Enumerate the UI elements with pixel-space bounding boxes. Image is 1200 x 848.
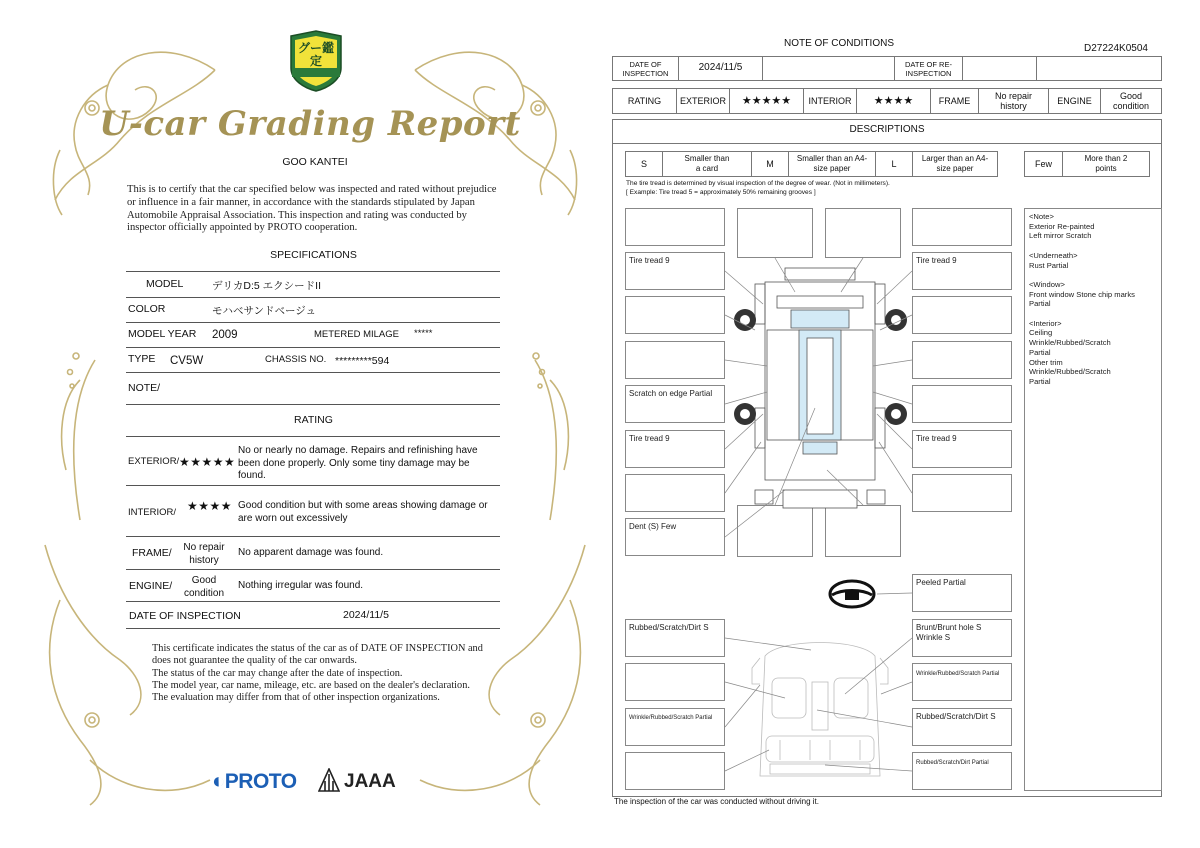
wrinkle-label-left: Wrinkle/Rubbed/Scratch Partial	[629, 715, 713, 721]
chassis-label: CHASSIS NO.	[265, 354, 327, 365]
legend-m: M	[752, 152, 789, 176]
footer-line: This certificate indicates the status of the car as of DATE OF INSPECTION and does not guarantee the quality of the car onwards.	[152, 643, 483, 667]
interior-stars: ★★★★	[187, 499, 233, 513]
color-label: COLOR	[128, 303, 166, 315]
tire-label-front-left: Tire tread 9	[629, 256, 670, 265]
frame-value: No repair history	[183, 542, 225, 566]
certificate-title: U-car Grading Report	[99, 104, 521, 144]
rating-label: RATING	[613, 89, 677, 113]
footer-line: The status of the car may change after the date of inspection.	[152, 667, 403, 679]
legend-few-desc: More than 2 points	[1084, 153, 1128, 173]
model-value: デリカD:5 エクシードII	[212, 280, 321, 292]
engine-label: ENGINE/	[129, 580, 173, 592]
interior-label: INTERIOR/	[128, 507, 177, 518]
mileage-label: METERED MILAGE	[314, 329, 399, 340]
model-label: MODEL	[146, 278, 184, 290]
divider	[126, 436, 500, 437]
type-label: TYPE	[128, 353, 156, 365]
re-inspection-label: DATE OF RE-INSPECTION	[895, 57, 963, 80]
dent-label: Dent (S) Few	[629, 522, 677, 531]
divider	[126, 601, 500, 602]
exterior-stars: ★★★★★	[179, 455, 236, 469]
engine-value: Good condition	[1112, 90, 1150, 111]
divider	[126, 536, 500, 537]
note-of-conditions	[605, 30, 1165, 820]
document-id: D27224K0504	[1084, 43, 1148, 54]
wrinkle-label-right: Wrinkle/Rubbed/Scratch Partial	[916, 671, 1000, 677]
note-label: NOTE/	[128, 382, 161, 394]
tire-label-rear-right: Tire tread 9	[916, 434, 957, 443]
noc-footer: The inspection of the car was conducted without driving it.	[614, 797, 819, 806]
divider	[126, 347, 500, 348]
divider	[126, 372, 500, 373]
interior-desc: Good condition but with some areas showing damage or are worn out excessively	[238, 500, 488, 524]
chassis-value: *********594	[335, 355, 390, 367]
frame-desc: No apparent damage was found.	[238, 547, 384, 558]
divider	[126, 628, 500, 629]
brunt-label: Brunt/Brunt hole S Wrinkle S	[916, 623, 982, 642]
tire-note: The tire tread is determined by visual inspection of the degree of wear. (Not in millimeters).	[626, 180, 890, 187]
exterior-label: EXTERIOR/	[128, 456, 180, 467]
certificate-intro: This is to certify that the car specified below was inspected and rated without prejudice or influence in a fair manner, in accordance with the standards stipulated by Japan Automobile Appraisal Association. This inspection and rating was conducted by inspector officially appointed by PROTO cooperation.	[127, 184, 497, 234]
divider	[126, 271, 500, 272]
jaaa-mark-icon	[318, 768, 340, 792]
proto-logo	[212, 768, 297, 794]
color-value: モハベサンドベージュ	[212, 305, 317, 317]
notes-panel	[1024, 208, 1162, 791]
rubbed-label-right: Rubbed/Scratch/Dirt S	[916, 712, 996, 721]
legend-m-desc: Smaller than an A4-size paper	[789, 152, 876, 176]
noc-title: NOTE OF CONDITIONS	[784, 38, 894, 49]
divider	[126, 297, 500, 298]
inspection-date-value: 2024/11/5	[343, 609, 389, 621]
proto-mark-icon: ◐	[212, 768, 225, 793]
proto-wordmark: PROTO	[224, 770, 297, 793]
engine-desc: Nothing irregular was found.	[238, 580, 364, 591]
logo-lettering: グー鑑定	[297, 41, 334, 68]
certificate-subtitle: GOO KANTEI	[282, 156, 348, 168]
model-year-value: 2009	[212, 329, 238, 341]
inspection-date-label: DATE OF INSPECTION	[129, 610, 241, 622]
divider	[126, 569, 500, 570]
divider	[126, 404, 500, 405]
footer-line: The evaluation may differ from that of other inspection organizations.	[152, 692, 440, 704]
legend-l: L	[876, 152, 913, 176]
tire-label-rear-left: Tire tread 9	[629, 434, 670, 443]
legend-s-desc: Smaller than a card	[663, 152, 752, 176]
divider	[126, 485, 500, 486]
footer-line: The model year, car name, mileage, etc. are based on the dealer's declaration.	[152, 679, 470, 691]
rubbed-label-partial: Rubbed/Scratch/Dirt Partial	[916, 760, 989, 766]
interior-stars: ★★★★	[857, 89, 931, 113]
frame-value: No repair history	[979, 89, 1049, 113]
date-of-inspection-value: 2024/11/5	[679, 57, 763, 80]
date-of-inspection-label: DATE OF INSPECTION	[613, 57, 679, 80]
peeled-label: Peeled Partial	[916, 578, 966, 587]
rating-heading: RATING	[294, 414, 333, 426]
exterior-label: EXTERIOR	[677, 89, 730, 113]
jaaa-wordmark: JAAA	[344, 771, 396, 792]
notes-text: <Note> Exterior Re-painted Left mirror Scratch <Underneath> Rust Partial <Window> Front window Stone chip marks Partial <Interior> Ceiling Wrinkle/Rubbed/Scratch Partial Other trim Wrinkle/Rubbed/Scratch Partial	[1029, 212, 1135, 386]
exterior-stars: ★★★★★	[730, 89, 804, 113]
tire-example: [ Example: Tire tread 5 = approximately 50% remaining grooves ]	[626, 189, 816, 196]
specifications-heading: SPECIFICATIONS	[270, 249, 357, 261]
mileage-value: *****	[414, 328, 433, 339]
interior-label: INTERIOR	[804, 89, 857, 113]
scratch-edge-label: Scratch on edge Partial	[629, 389, 713, 398]
model-year-label: MODEL YEAR	[128, 328, 197, 340]
engine-value: Good condition	[183, 575, 225, 599]
type-value: CV5W	[170, 355, 204, 367]
divider	[126, 322, 500, 323]
legend-few: Few	[1025, 152, 1063, 176]
engine-label: ENGINE	[1049, 89, 1101, 113]
descriptions-heading: DESCRIPTIONS	[849, 124, 925, 135]
exterior-desc: No or nearly no damage. Repairs and refinishing have been done properly. Only some tiny damage may be found.	[238, 445, 478, 481]
certificate-footer	[152, 643, 492, 704]
tire-label-front-right: Tire tread 9	[916, 256, 957, 265]
legend-l-desc: Larger than an A4-size paper	[921, 153, 989, 173]
rubbed-label-left-top: Rubbed/Scratch/Dirt S	[629, 623, 709, 632]
legend-s: S	[626, 152, 663, 176]
frame-label: FRAME/	[132, 547, 172, 559]
frame-label: FRAME	[931, 89, 979, 113]
